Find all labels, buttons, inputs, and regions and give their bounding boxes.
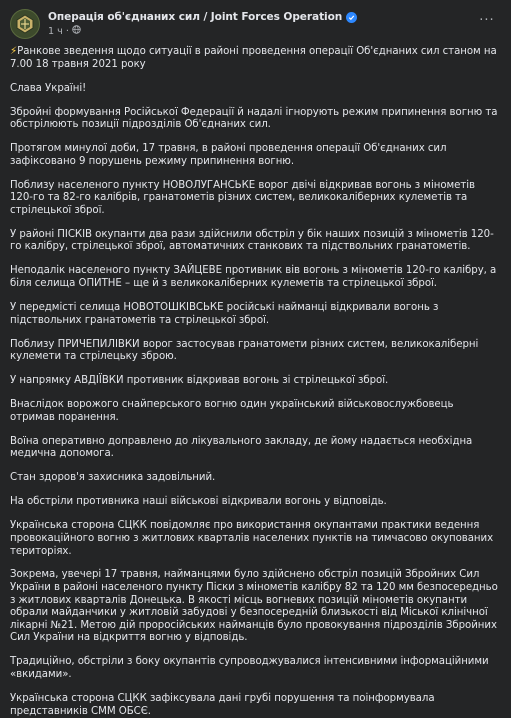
post-paragraph: Українська сторона СЦКК зафіксувала дані грубі порушення та поінформувала представників СММ ОБСЄ. — [10, 693, 435, 717]
post-paragraph: Зокрема, увечері 17 травня, найманцями було здійснено обстріл позицій Збройних Сил України в районі населеного пункту Піски з мінометів калібру 82 та 120 мм безпосередньо з житлових кварталів Донецька. В якості місць вогневих позицій мінометів окупанти обрали майданчики у житловій забудові у безпосередній близькості від Міської клінічної лікарні №21. Метою дій проросійських найманців було провокування підрозділів Збройних Сил України на відкриття вогню у відповідь. — [10, 569, 498, 644]
page-name-row — [48, 11, 501, 23]
page-name-link[interactable]: Операція об'єднаних сил / Joint Forces Operation — [48, 11, 343, 23]
post-paragraph: Слава Україні! — [10, 82, 87, 94]
post-meta — [48, 25, 501, 37]
post-timestamp[interactable]: 1 ч — [48, 25, 63, 37]
meta-separator: · — [65, 25, 69, 37]
post-body — [10, 46, 501, 718]
post-paragraph: Неподалік населеного пункту ЗАЙЦЕВЕ противник вів вогонь з мінометів 120-го калібру, а біля селища ОПИТНЕ – ще й з великокаліберних кулеметів та стрілецької зброї. — [10, 265, 497, 290]
post-paragraph: Традиційно, обстріли з боку окупантів супроводжувалися інтенсивними інформаційними «вкидами». — [10, 656, 489, 681]
post-paragraph: Внаслідок ворожого снайперського вогню один український військовослужбовець отримав поранення. — [10, 399, 454, 423]
lightning-icon: ⚡ — [10, 46, 18, 57]
post-paragraph: Протягом минулої доби, 17 травня, в районі проведення операції Об'єднаних сил зафіксовано 9 порушень режиму припинення вогню. — [10, 143, 447, 167]
post-paragraph: У передмісті селища НОВОТОШКІВСЬКЕ російські найманці відкривали вогонь з підствольних гранатометів та стрілецької зброї. — [10, 302, 439, 326]
post-paragraph: Поблизу населеного пункту НОВОЛУГАНСЬКЕ ворог двічі відкривав вогонь з мінометів 120-го та 82-го калібрів, гранатометів різних систем, великокаліберних кулеметів та стрілецької зброї. — [10, 179, 475, 216]
globe-icon — [72, 25, 81, 37]
post-header-text — [48, 11, 501, 37]
jfo-emblem-icon — [14, 13, 36, 35]
post-paragraph: Поблизу ПРИЧЕПИЛІВКИ ворог застосував гранатомети різних систем, великокаліберні кулемети та стрілецьку зброю. — [10, 338, 479, 363]
post-paragraph: Стан здоров'я захисника задовільний. — [10, 472, 216, 484]
post-paragraph: На обстріли противника наші військові відкривали вогонь у відповідь. — [10, 496, 387, 508]
post-paragraph: У напрямку АВДІЇВКИ противник відкривав вогонь зі стрілецької зброї. — [10, 375, 389, 387]
post-paragraph: Збройні формування Російської Федерації й надалі ігнорують режим припинення вогню та обстрілюють позиції підрозділів Об'єднаних сил. — [10, 106, 498, 131]
post-paragraph: Воїна оперативно доправлено до лікувального закладу, де йому надається необхідна медична допомога. — [10, 435, 473, 460]
post-paragraph: У районі ПІСКІВ окупанти два рази здійснили обстріл у бік наших позицій з мінометів 120-го калібру, стрілецької зброї, автоматичних станкових та підствольних гранатометів. — [10, 228, 494, 253]
post-header — [10, 6, 501, 42]
page-avatar[interactable] — [10, 9, 40, 39]
post-paragraph-text: Ранкове зведення щодо ситуації в районі проведення операції Об'єднаних сил станом на 7.00 18 травня 2021 року — [10, 46, 497, 70]
post-paragraph-intro — [10, 46, 501, 71]
more-options-button[interactable]: ··· — [479, 12, 495, 28]
verified-badge-icon — [346, 12, 357, 23]
post-paragraph: Українська сторона СЦКК повідомляє про використання окупантами практики ведення провокаційного вогню з житлових кварталів населених пунктів на тимчасово окупованих територіях. — [10, 520, 494, 557]
